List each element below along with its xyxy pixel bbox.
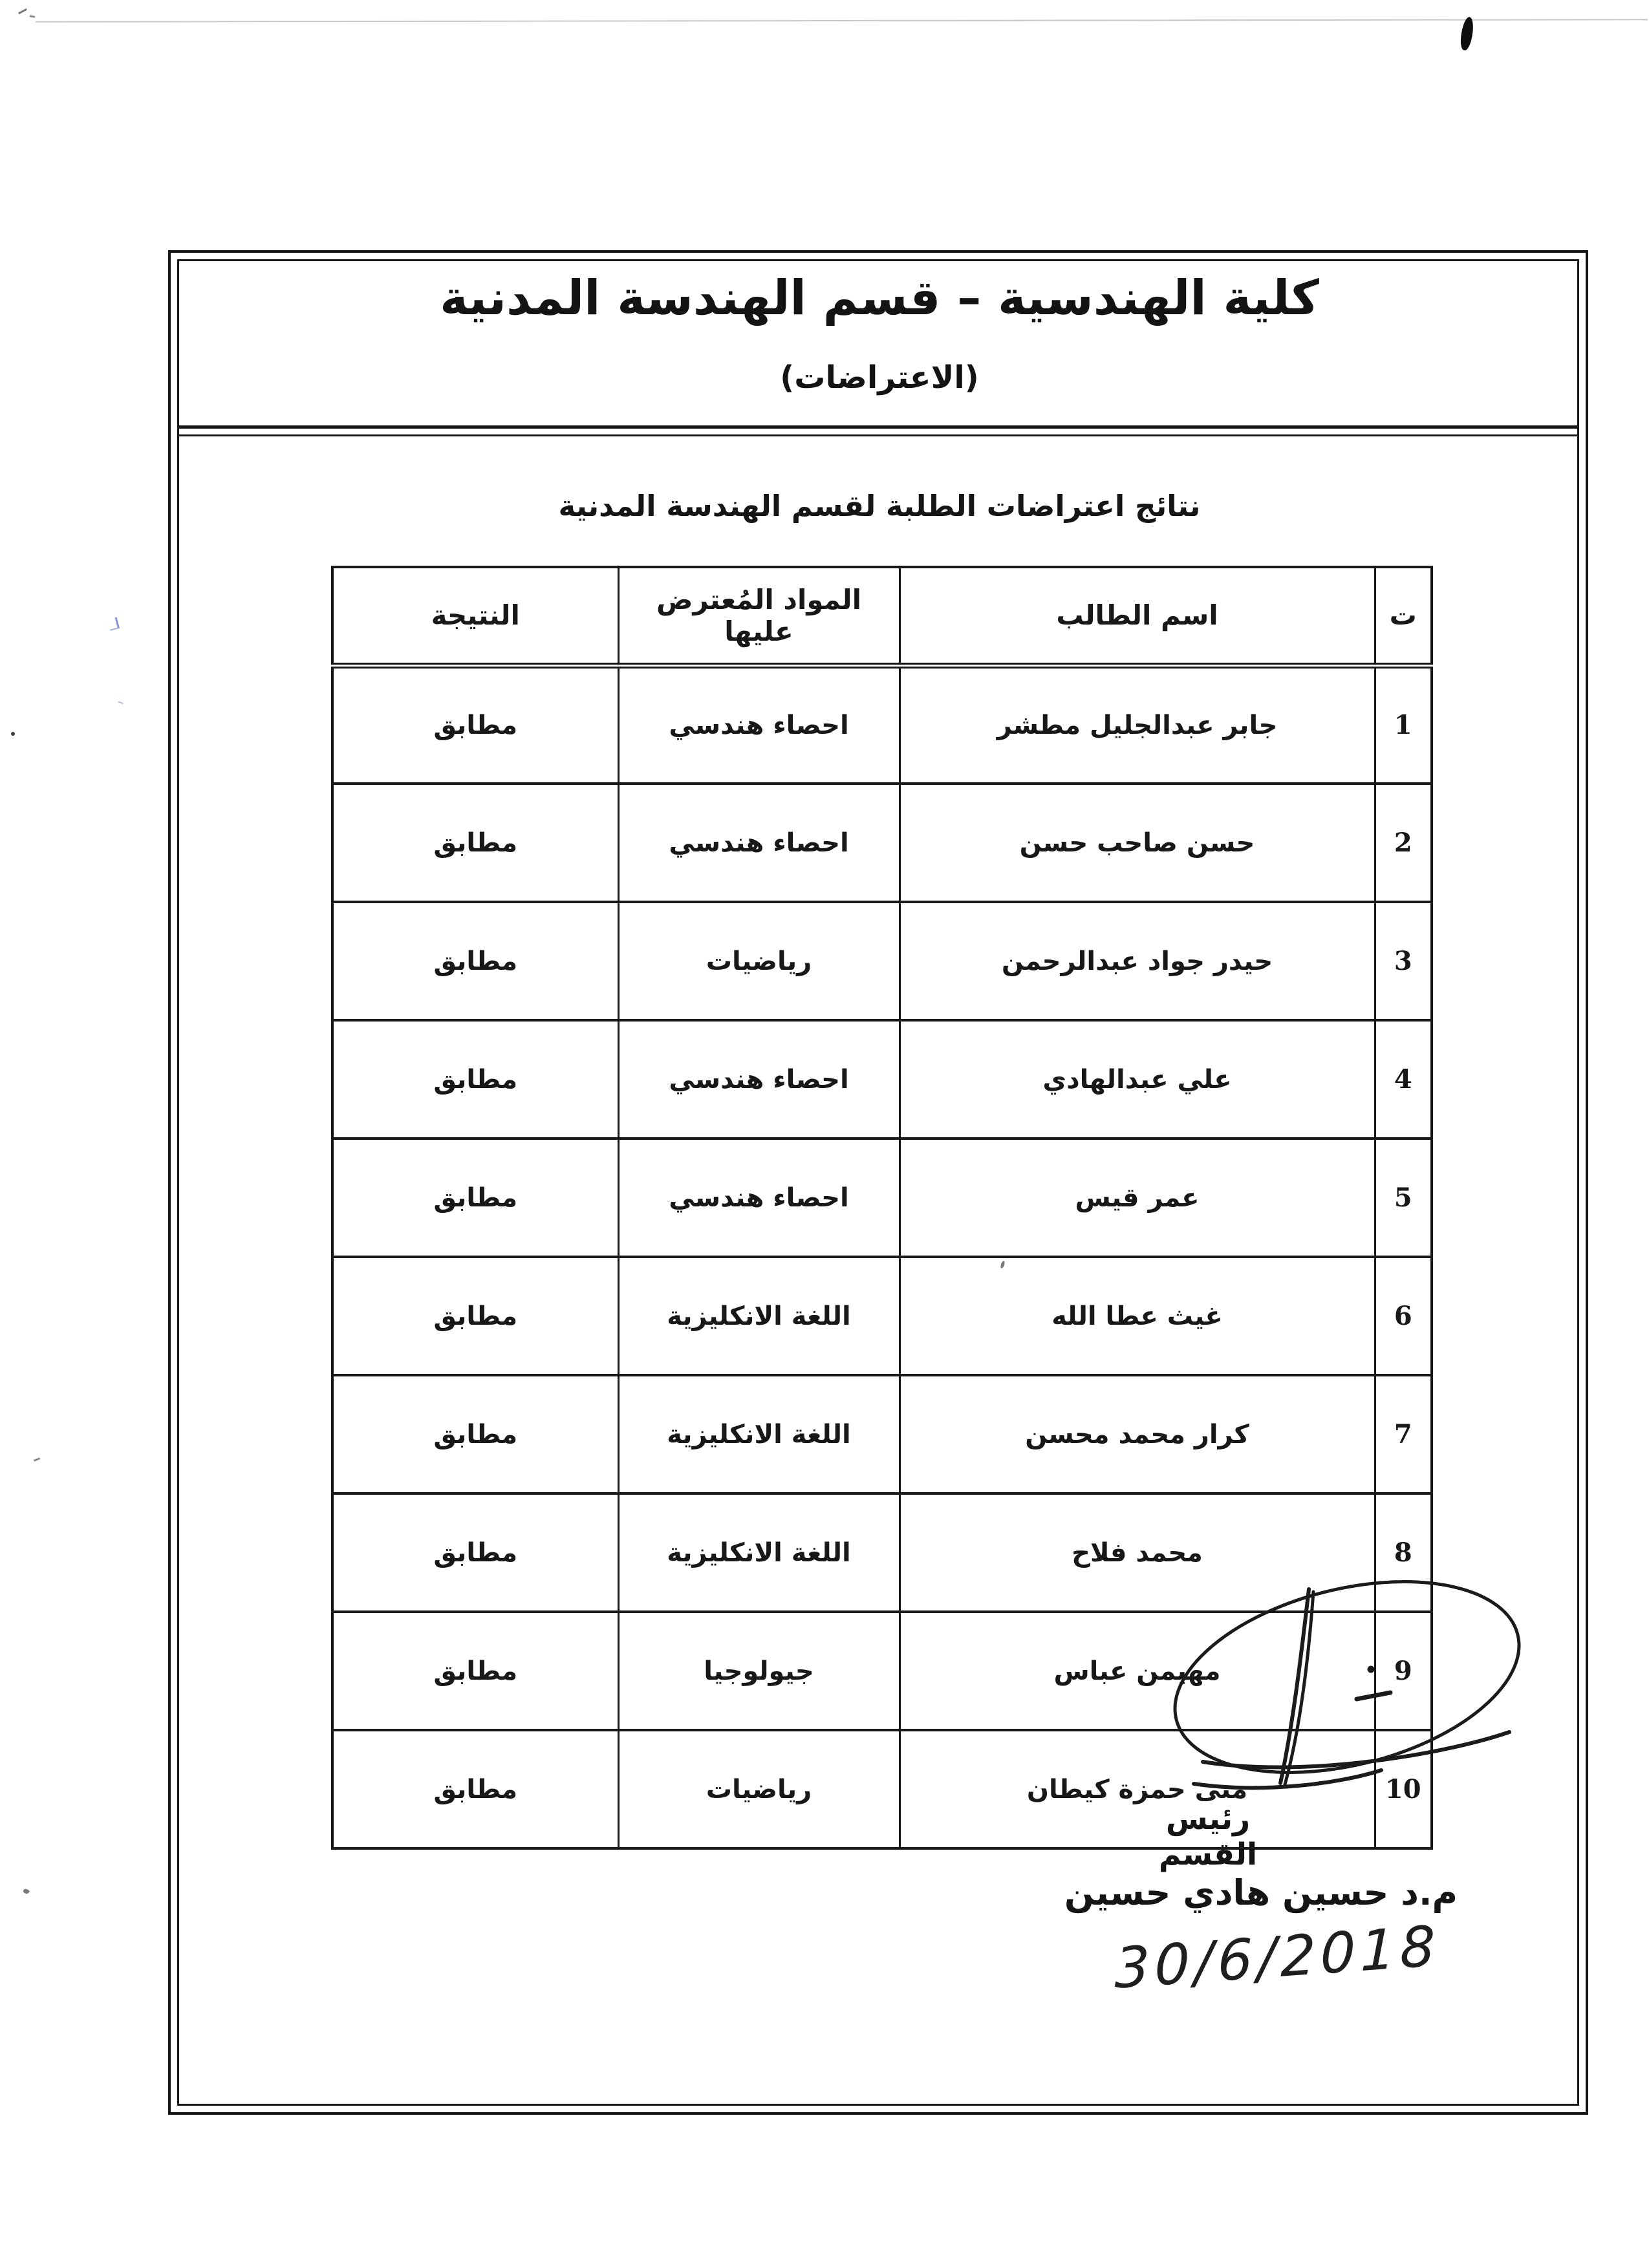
document-title: كلية الهندسية – قسم الهندسة المدنية (440, 270, 1319, 326)
result-cell: مطابق (332, 1257, 618, 1375)
scan-artifact-ink-blob (1459, 16, 1475, 51)
student-name-cell: حسن صاحب حسن (900, 784, 1375, 902)
header-student-name: اسم الطالب (900, 567, 1375, 665)
header-result: النتيجة (332, 567, 618, 665)
row-index-cell: 1 (1375, 665, 1432, 784)
signature-role: رئيس القسم (1158, 1801, 1258, 1872)
scan-artifact-pen-speck (118, 696, 125, 704)
subjects-cell: رياضيات (618, 1730, 900, 1848)
subjects-cell: اللغة الانكليزية (618, 1257, 900, 1375)
result-cell: مطابق (332, 665, 618, 784)
header-divider (179, 425, 1577, 429)
subjects-cell: اللغة الانكليزية (618, 1375, 900, 1493)
table-row (332, 1020, 1432, 1139)
table-row (332, 1139, 1432, 1257)
row-index-cell: 2 (1375, 784, 1432, 902)
result-cell: مطابق (332, 784, 618, 902)
student-name-cell: غيث عطا الله (900, 1257, 1375, 1375)
result-cell: مطابق (332, 1730, 618, 1848)
scan-artifact-top-line (36, 19, 1648, 22)
result-cell: مطابق (332, 1375, 618, 1493)
table-row (332, 902, 1432, 1020)
row-index-cell: 6 (1375, 1257, 1432, 1375)
subjects-cell: جيولوجيا (618, 1612, 900, 1730)
student-name-cell: عمر قيس (900, 1139, 1375, 1257)
student-name-cell: علي عبدالهادي (900, 1020, 1375, 1139)
row-index-cell: 4 (1375, 1020, 1432, 1139)
subjects-cell: احصاء هندسي (618, 784, 900, 902)
subjects-cell: احصاء هندسي (618, 665, 900, 784)
row-index-cell: 7 (1375, 1375, 1432, 1493)
row-index-cell: 5 (1375, 1139, 1432, 1257)
table-row (332, 1257, 1432, 1375)
subjects-cell: احصاء هندسي (618, 1020, 900, 1139)
result-cell: مطابق (332, 902, 618, 1020)
table-row (332, 784, 1432, 902)
table-header-row (332, 567, 1432, 665)
section-title: نتائج اعتراضات الطلبة لقسم الهندسة المدنية (558, 489, 1201, 523)
scan-artifact-mark (18, 8, 27, 14)
result-cell: مطابق (332, 1493, 618, 1612)
signature-icon (1143, 1566, 1531, 1823)
table-row (332, 1375, 1432, 1493)
subjects-cell: اللغة الانكليزية (618, 1493, 900, 1612)
signature-date: 30/6/2018 (1114, 1914, 1440, 2002)
subjects-cell: رياضيات (618, 902, 900, 1020)
document-subtitle: (الاعتراضات) (780, 359, 979, 396)
scan-artifact-dot (34, 1457, 40, 1462)
row-index-cell: 10 (1375, 1730, 1432, 1848)
scan-artifact-dot (11, 732, 15, 736)
student-name-cell: حيدر جواد عبدالرحمن (900, 902, 1375, 1020)
row-index-cell: 3 (1375, 902, 1432, 1020)
header-no: ت (1375, 567, 1432, 665)
result-cell: مطابق (332, 1612, 618, 1730)
signature-name: م.د حسين هادي حسين (1064, 1872, 1458, 1913)
row-index-cell: 9 (1375, 1612, 1432, 1730)
row-index-cell: 8 (1375, 1493, 1432, 1612)
scan-artifact-mark (30, 15, 35, 18)
student-name-cell: منى حمزة كيطان (900, 1730, 1375, 1848)
header-divider (179, 434, 1577, 436)
header-objected-subjects: المواد المُعترض عليها (618, 567, 900, 665)
result-cell: مطابق (332, 1020, 618, 1139)
student-name-cell: محمد فلاح (900, 1493, 1375, 1612)
scan-artifact-pen-speck (107, 617, 120, 630)
student-name-cell: مهيمن عباس (900, 1612, 1375, 1730)
subjects-cell: احصاء هندسي (618, 1139, 900, 1257)
scan-artifact-dot (23, 1888, 30, 1895)
result-cell: مطابق (332, 1139, 618, 1257)
student-name-cell: كرار محمد محسن (900, 1375, 1375, 1493)
student-name-cell: جابر عبدالجليل مطشر (900, 665, 1375, 784)
table-row (332, 665, 1432, 784)
